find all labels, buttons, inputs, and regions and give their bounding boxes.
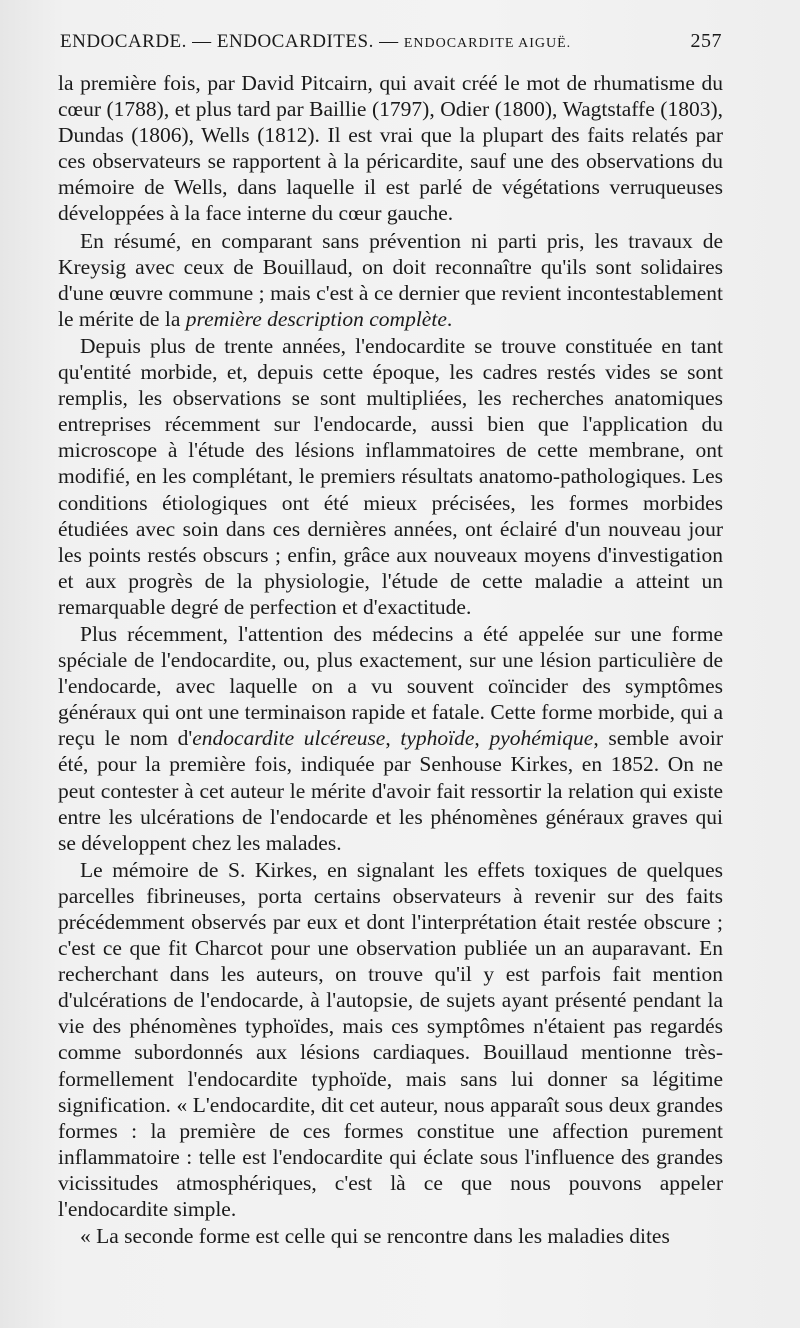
page-number: 257 [690,30,722,52]
paragraph-5: Le mémoire de S. Kirkes, en signalant les effets toxiques de quelques parcelles fibrineuses, porta certains observateurs à revenir sur des faits précédemment observés par eux et dont l'interprétation était restée obscure ; c'est ce que fit Charcot pour une observation publiée un an auparavant. En recherchant dans les auteurs, on trouve qu'il y est parfois fait mention d'ulcérations de l'endocarde, à l'autopsie, de sujets ayant présenté pendant la vie des phénomènes typhoïdes, mais ces symptômes n'étaient pas regardés comme subordonnés aux lésions cardiaques. Bouillaud mentionne très-formellement l'endocardite typhoïde, mais sans lui donner sa légitime signification. « L'endocardite, dit cet auteur, nous apparaît sous deux grandes formes : la première de ces formes constitue une affection purement inflammatoire : telle est l'endocardite qui éclate sous l'influence des grandes vicissitudes atmosphériques, c'est là ce que nous pouvons appeler l'endocardite simple. [58,857,723,1222]
paragraph-2-text-before: En résumé, en comparant sans prévention ni parti pris, les travaux de Kreysig avec ceux de Bouillaud, on doit reconnaître qu'ils sont solidaires d'une œuvre commune ; mais c'est à ce dernier que revient incontestablement le mérite de la [58,228,723,331]
paragraph-6: « La seconde forme est celle qui se rencontre dans les maladies dites [80,1224,670,1249]
paragraph-4-italic-1: endocardite ulcéreuse [192,726,386,751]
paragraph-4-italic-2: typhoïde [400,726,475,751]
paragraph-2-text-after: . [446,306,453,331]
paragraph-3: Depuis plus de trente années, l'endocardite se trouve constituée en tant qu'entité morbide, et, depuis cette époque, les cadres restés vides se sont remplis, les observations se sont multipliées, les recherches anatomiques entreprises récemment sur l'endocarde, aussi bien que l'application du microscope à l'étude des lésions inflammatoires de cette membrane, ont modifié, en les complétant, le premiers résultats anatomo-pathologiques. Les conditions étiologiques ont été mieux précisées, les formes morbides étudiées avec soin dans ces dernières années, ont éclairé d'un nouveau jour les points restés obscurs ; enfin, grâce aux nouveaux moyens d'investigation et aux progrès de la physiologie, l'étude de cette maladie a atteint un remarquable degré de perfection et d'exactitude. [58,333,723,619]
paragraph-4-text-before: Plus récemment, l'attention des médecins a été appelée sur une forme spéciale de l'endocardite, ou, plus exactement, sur une lésion particulière de l'endocarde, avec laquelle on a vu souvent coïncider des symptômes généraux qui ont une terminaison rapide et fatale. Cette forme morbide, qui a reçu le nom d' [58,621,723,751]
paragraph-4-mid-2: , [474,726,490,751]
paragraph-4-italic-3: pyohémique [489,726,594,751]
paragraph-4-text-after: , semble avoir été, pour la première fois, indiquée par Senhouse Kirkes, en 1852. On ne peut contester à cet auteur le mérite d'avoir fait ressortir la relation qui existe entre les ulcérations de l'endocarde et les phénomènes généraux graves qui se développent chez les malades. [58,726,724,855]
paragraph-4-mid-1: , [385,726,401,751]
body-text [58,70,723,1249]
running-title [60,31,571,53]
paragraph-2-italic: première description complète [185,306,447,331]
paragraph-2 [58,228,723,332]
paragraph-4 [58,621,723,856]
running-title-sub: ENDOCARDITE AIGUË. [403,36,572,51]
running-title-main: ENDOCARDE. — ENDOCARDITES. — [60,31,399,52]
running-head [60,30,722,62]
paragraph-1: la première fois, par David Pitcairn, qui avait créé le mot de rhumatisme du cœur (1788), et plus tard par Baillie (1797), Odier (1800), Wagtstaffe (1803), Dundas (1806), Wells (1812). Il est vrai que la plupart des faits relatés par ces observateurs se rapportent à la péricardite, sauf une des observations du mémoire de Wells, dans laquelle il est parlé de végétations verruqueuses développées à la face interne du cœur gauche. [58,71,723,226]
